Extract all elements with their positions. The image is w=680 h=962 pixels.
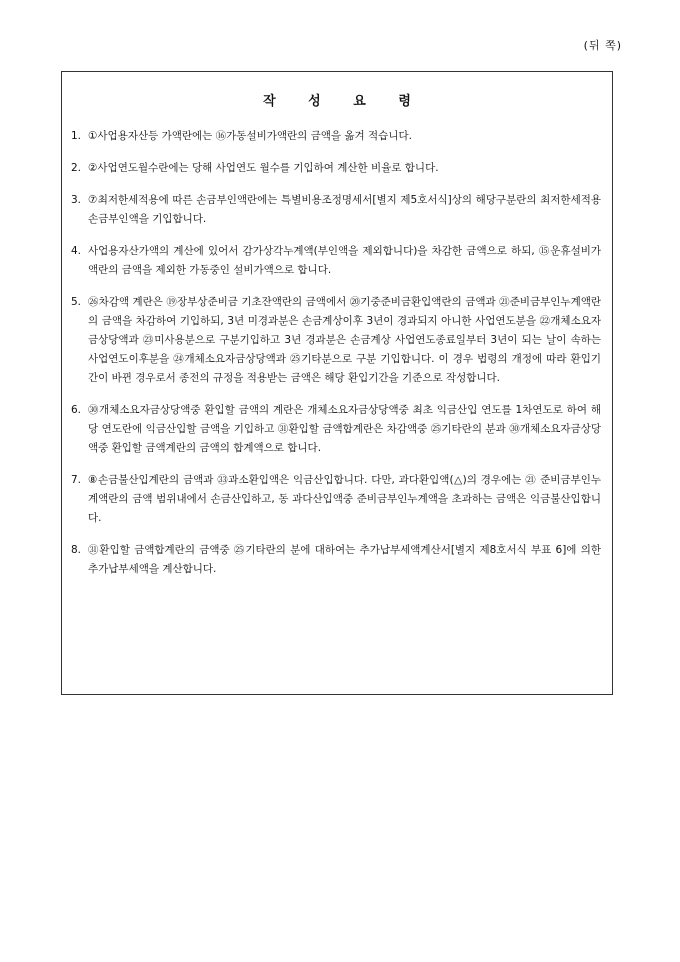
instruction-item (71, 471, 603, 528)
instruction-number: 8. (71, 544, 82, 556)
instruction-text: ①사업용자산등 가액란에는 ⑯가동설비가액란의 금액을 옮겨 적습니다. (88, 130, 412, 142)
instruction-number: 5. (71, 296, 82, 308)
instruction-item (71, 293, 603, 388)
instructions-box (61, 71, 613, 695)
instruction-number: 1. (71, 130, 82, 142)
instruction-number: 6. (71, 404, 82, 416)
instruction-text: ㉛환입할 금액합계란의 금액중 ㉕기타란의 분에 대하여는 추가납부세액계산서[별지 제8호서식 부표 6]에 의한 추가납부세액을 계산합니다. (88, 544, 601, 575)
instruction-item (71, 191, 603, 229)
instruction-text: ㉚개체소요자금상당액중 환입할 금액의 계란은 개체소요자금상당액중 최초 익금산입 연도를 1차연도로 하여 해당 연도란에 익금산입할 금액을 기입하고 ㉛환입할 금액합계란은 차감액중 ㉕기타란의 분과 ㉚개체소요자금상당액중 환입할 금액계란의 금액의 합계액으로 합니다. (88, 404, 601, 454)
instructions-title: 작 성 요 령 (263, 94, 425, 109)
instruction-item (71, 541, 603, 579)
instruction-text: ⑧손금불산입계란의 금액과 ㉝과소환입액은 익금산입합니다. 다만, 과다환입액(△)의 경우에는 ㉑ 준비금부인누계액란의 금액 범위내에서 손금산입하고, 동 과다산입액중 준비금부인누계액을 초과하는 금액은 익금불산입합니다. (88, 474, 601, 524)
instruction-number: 4. (71, 245, 82, 257)
instruction-number: 3. (71, 194, 82, 206)
instruction-item (71, 242, 603, 280)
instruction-text: ②사업연도월수란에는 당해 사업연도 월수를 기입하여 계산한 비율로 합니다. (88, 162, 439, 174)
page-side-label: (뒤 쪽) (583, 39, 622, 52)
instruction-number: 7. (71, 474, 82, 486)
instruction-number: 2. (71, 162, 82, 174)
instruction-item (71, 127, 603, 146)
instruction-text: ㉖차감액 계란은 ⑲장부상준비금 기초잔액란의 금액에서 ⑳기중준비금환입액란의 금액과 ㉑준비금부인누계액란의 금액을 차감하여 기입하되, 3년 미경과분은 손금계상이후 3년이 경과되지 아니한 사업연도분을 ㉒개체소요자금상당액과 ㉓미사용분으로 구분기입하고 3년 경과분은 손금계상 사업연도종료일부터 3년이 되는 날이 속하는 사업연도이후분을 ㉔개체소요자금상당액과 ㉕기타분으로 구분 기입합니다. 이 경우 법령의 개정에 따라 환입기간이 바뀐 경우로서 종전의 규정을 적용받는 금액은 해당 환입기간을 기준으로 작성합니다. (88, 296, 601, 384)
instruction-item (71, 401, 603, 458)
instruction-item (71, 159, 603, 178)
instruction-text: 사업용자산가액의 계산에 있어서 감가상각누계액(부인액을 제외합니다)을 차감한 금액으로 하되, ⑮운휴설비가액란의 금액을 제외한 가동중인 설비가액으로 합니다. (88, 245, 601, 276)
instruction-text: ⑦최저한세적용에 따른 손금부인액란에는 특별비용조정명세서[별지 제5호서식]상의 해당구분란의 최저한세적용손금부인액을 기입합니다. (88, 194, 601, 225)
